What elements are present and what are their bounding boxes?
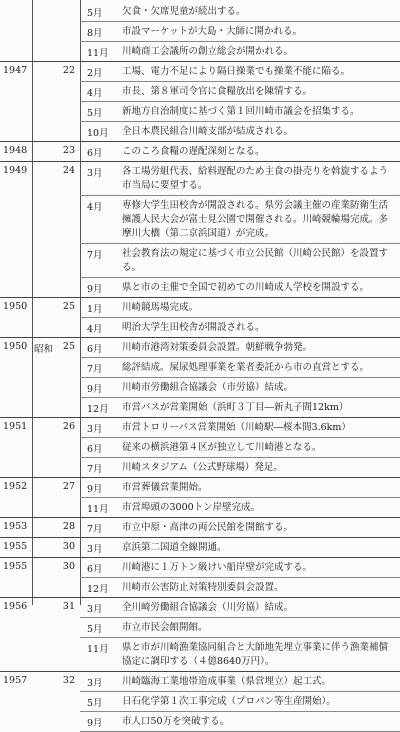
chronology-row xyxy=(0,62,400,82)
month-cell: 11月 xyxy=(87,504,109,515)
chronology-row xyxy=(0,638,400,672)
chronology-row xyxy=(0,142,400,162)
month-cell: 3月 xyxy=(87,168,103,179)
month-cell: 4月 xyxy=(87,202,103,213)
chronology-row xyxy=(0,82,400,102)
month-cell: 5月 xyxy=(87,8,103,19)
year-cell: 1953 xyxy=(3,521,28,532)
chronology-row xyxy=(0,196,400,244)
month-cell: 7月 xyxy=(87,464,103,475)
event-text: 各工場労組代表、給料遅配のため主食の掛売りを斡旋するよう市当局に要望する。 xyxy=(122,166,389,191)
month-cell: 9月 xyxy=(87,718,103,729)
chronology-row xyxy=(0,418,400,438)
chronology-row xyxy=(0,22,400,42)
year-cell: 1952 xyxy=(3,481,28,492)
chronology-row xyxy=(0,278,400,298)
chronology-row xyxy=(0,692,400,712)
event-text: 県と市の主催で全国で初めての川崎成人学校を開設する。 xyxy=(122,282,370,293)
year-cell: 1955 xyxy=(3,561,28,572)
month-cell: 4月 xyxy=(87,324,103,335)
event-text: 市立市民会館開館。 xyxy=(122,622,208,633)
event-text: 川崎市港湾対策委員会設置。朝鮮戦争勃発。 xyxy=(122,342,313,353)
era-year-cell: 22 xyxy=(62,65,75,76)
chronology-row xyxy=(0,498,400,518)
era-cell: 昭和 xyxy=(34,344,54,355)
chronology-row xyxy=(0,2,400,22)
month-cell: 6月 xyxy=(87,344,103,355)
chronology-row xyxy=(0,358,400,378)
event-text: 日石化学第１次工事完成（プロパン等生産開始）。 xyxy=(122,696,336,707)
era-year-cell: 26 xyxy=(62,421,75,432)
event-text: 川崎商工会議所の創立総会が開かれる。 xyxy=(122,46,294,57)
chronology-row xyxy=(0,102,400,122)
month-cell: 9月 xyxy=(87,384,103,395)
event-text: 市長、第８軍司令官に食糧放出を陳情する。 xyxy=(122,86,313,97)
event-text: 川崎臨海工業地帯造成事業（県営埋立）起工式。 xyxy=(122,676,332,687)
event-text: 県と市が川崎漁業協同組合と大師地先埋立事業に伴う漁業補償協定に調印する（４億8640万円）。 xyxy=(122,642,389,667)
chronology-row xyxy=(0,122,400,142)
chronology-row xyxy=(0,438,400,458)
event-text: 市営トロリーバス営業開始（川崎駅―桜本間3.6km） xyxy=(122,422,351,433)
era-year-cell: 28 xyxy=(62,521,75,532)
year-cell: 1947 xyxy=(3,65,28,76)
month-cell: 6月 xyxy=(87,444,103,455)
event-text: 従来の横浜港第４区が独立して川崎港となる。 xyxy=(122,442,322,453)
event-text: 市設マーケットが大島・大師に開かれる。 xyxy=(122,26,303,37)
chronology-row xyxy=(0,42,400,62)
chronology-row xyxy=(0,298,400,318)
month-cell: 9月 xyxy=(87,284,103,295)
month-cell: 5月 xyxy=(87,698,103,709)
event-text: 欠食・欠席児童が続出する。 xyxy=(122,6,246,17)
chronology-row xyxy=(0,518,400,538)
year-cell: 1949 xyxy=(3,165,28,176)
month-cell: 10月 xyxy=(87,128,109,139)
event-text: 市立中原・高津の両公民館を開館する。 xyxy=(122,522,294,533)
event-text: 工場、電力不足により隔日操業でも操業不能に陥る。 xyxy=(122,66,351,77)
era-year-cell: 24 xyxy=(62,165,75,176)
chronology-row xyxy=(0,378,400,398)
chronology-row xyxy=(0,618,400,638)
month-cell: 6月 xyxy=(87,148,103,159)
era-year-cell: 25 xyxy=(62,341,75,352)
month-cell: 11月 xyxy=(87,644,109,655)
month-cell: 2月 xyxy=(87,68,103,79)
chronology-row xyxy=(0,712,400,732)
month-cell: 5月 xyxy=(87,108,103,119)
chronology-row xyxy=(0,558,400,578)
era-year-cell: 27 xyxy=(62,481,75,492)
month-cell: 5月 xyxy=(87,624,103,635)
chronology-row xyxy=(0,244,400,278)
year-cell: 1955 xyxy=(3,541,28,552)
event-text: 川崎競馬場完成。 xyxy=(122,302,199,313)
month-cell: 3月 xyxy=(87,424,103,435)
chronology-row xyxy=(0,672,400,692)
year-cell: 1950 xyxy=(3,301,28,312)
chronology-row xyxy=(0,458,400,478)
month-cell: 4月 xyxy=(87,88,103,99)
month-cell: 1月 xyxy=(87,304,103,315)
event-text: 社会教育法の規定に基づく市立公民館（川崎公民館）を設置する。 xyxy=(122,248,389,273)
month-cell: 12月 xyxy=(87,584,109,595)
month-cell: 9月 xyxy=(87,484,103,495)
event-text: このころ食糧の遅配深刻となる。 xyxy=(122,146,265,157)
month-cell: 3月 xyxy=(87,544,103,555)
event-text: 総評結成。屎尿処理事業を業者委託から市の直営とする。 xyxy=(122,362,370,373)
year-cell: 1951 xyxy=(3,421,28,432)
event-text: 新地方自治制度に基づく第１回川崎市議会を招集する。 xyxy=(122,106,360,117)
event-text: 市営バスが営業開始（浜町３丁目―新丸子間12km） xyxy=(122,402,349,413)
month-cell: 8月 xyxy=(87,28,103,39)
chronology-row xyxy=(0,578,400,598)
event-text: 京浜第二国道全線開通。 xyxy=(122,542,227,553)
era-year-cell: 32 xyxy=(62,675,75,686)
chronology-row xyxy=(0,398,400,418)
year-cell: 1950 xyxy=(3,341,28,352)
event-text: 川崎市労働組合協議会（市労協）結成。 xyxy=(122,382,294,393)
era-year-cell: 25 xyxy=(62,301,75,312)
month-cell: 7月 xyxy=(87,364,103,375)
event-text: 市営埠頭の3000トン岸壁完成。 xyxy=(122,502,261,513)
month-cell: 3月 xyxy=(87,604,103,615)
month-cell: 11月 xyxy=(87,48,109,59)
year-cell: 1957 xyxy=(3,675,28,686)
year-cell: 1956 xyxy=(3,601,28,612)
event-text: 市人口50万を突破する。 xyxy=(122,716,230,727)
event-text: 川崎市公害防止対策特別委員会設置。 xyxy=(122,582,284,593)
chronology-row xyxy=(0,538,400,558)
event-text: 川崎港に１万トン級けい船岸壁が完成する。 xyxy=(122,562,313,573)
month-cell: 12月 xyxy=(87,404,109,415)
month-cell: 3月 xyxy=(87,678,103,689)
era-year-cell: 23 xyxy=(62,145,75,156)
era-year-cell: 30 xyxy=(62,561,75,572)
chronology-row xyxy=(0,162,400,196)
event-text: 川崎スタジアム（公式野球場）発足。 xyxy=(122,462,283,473)
chronology-row xyxy=(0,598,400,618)
month-cell: 6月 xyxy=(87,564,103,575)
event-text: 全川崎労働組合協議会（川労協）結成。 xyxy=(122,602,294,613)
event-text: 明治大学生田校舎が開設される。 xyxy=(122,322,265,333)
month-cell: 7月 xyxy=(87,524,103,535)
chronology-row xyxy=(0,338,400,358)
era-year-cell: 31 xyxy=(62,601,75,612)
chronology-row xyxy=(0,478,400,498)
era-year-cell: 30 xyxy=(62,541,75,552)
event-text: 市営葬儀営業開始。 xyxy=(122,482,208,493)
month-cell: 7月 xyxy=(87,250,103,261)
event-text: 専修大学生田校舎が開設される。県労会議主催の産業防衛生活擁護人民大会が富士見公園で開催される。川崎競輪場完成。多摩川大橋（第二京浜国道）が完成。 xyxy=(122,200,389,239)
event-text: 全日本農民組合川崎支部が結成される。 xyxy=(122,126,294,137)
year-cell: 1948 xyxy=(3,145,28,156)
chronology-row xyxy=(0,318,400,338)
